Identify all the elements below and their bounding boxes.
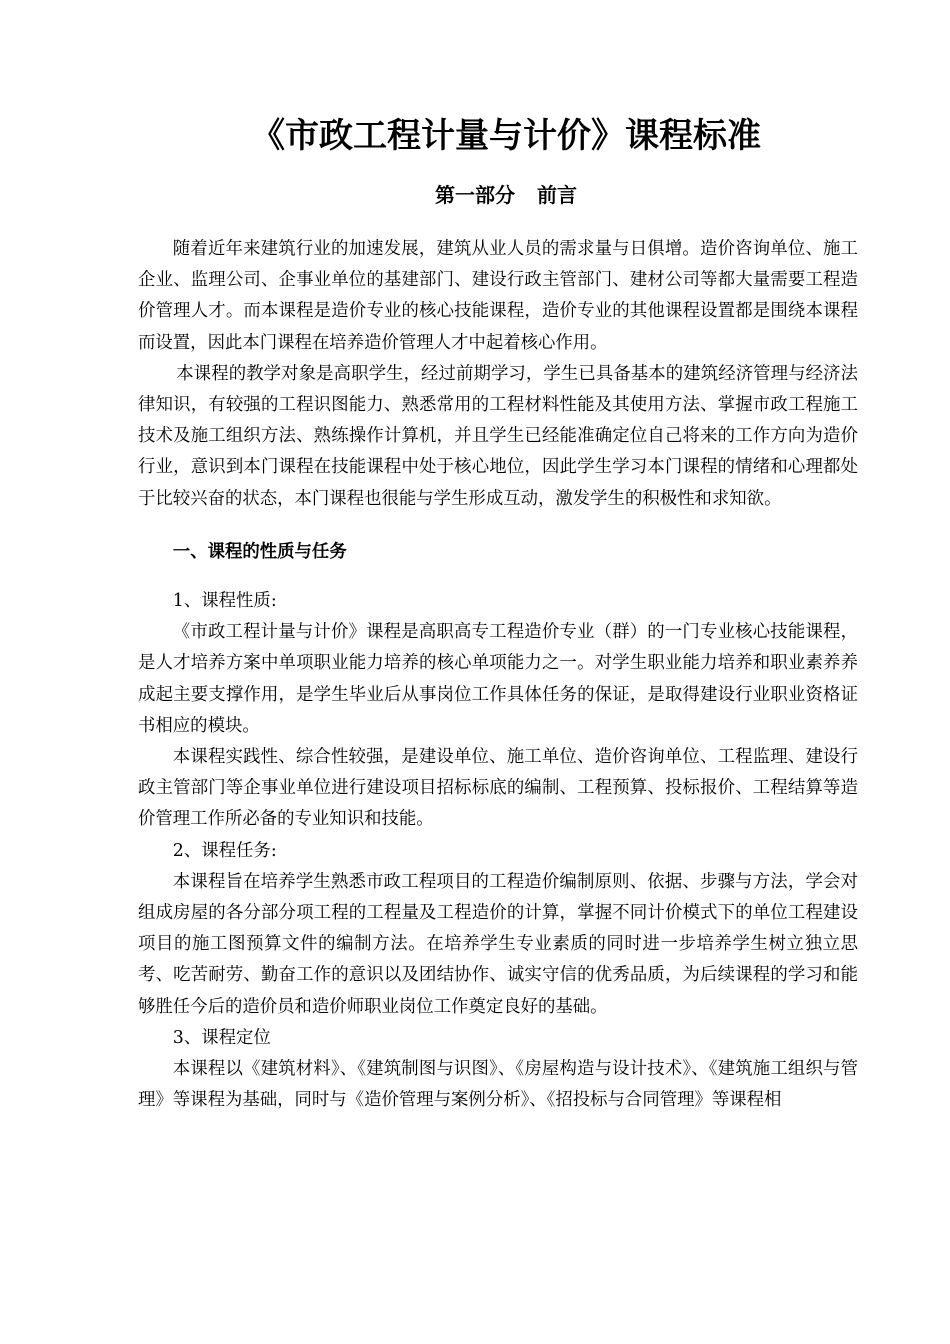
subsection-label-task: 2、课程任务:	[172, 840, 277, 861]
intro-paragraph-2: 本课程的教学对象是高职学生，经过前期学习，学生已具备基本的建筑经济管理与经济法律知识，有较强的工程识图能力、熟悉常用的工程材料性能及其使用方法、掌握市政工程施工技术及施工组织方法、熟练操作计算机，并且学生已经能准确定位自己将来的工作方向为造价行业，意识到本门课程在技能课程中处于核心地位，因此学生学习本门课程的情绪和心理都处于比较兴奋的状态，本门课程也很能与学生形成互动，激发学生的积极性和求知欲。	[138, 363, 858, 509]
part-heading	[0, 180, 950, 210]
section-heading-course-nature-and-task: 一、课程的性质与任务	[172, 541, 347, 562]
part-name: 前言	[537, 183, 577, 207]
nature-paragraph-1: 《市政工程计量与计价》课程是高职高专工程造价专业（群）的一门专业核心技能课程，是人才培养方案中单项职业能力培养的核心单项能力之一。对学生职业能力培养和职业素养养成起主要支撑作用，是学生毕业后从事岗位工作具体任务的保证，是取得建设行业职业资格证书相应的模块。	[138, 622, 858, 736]
position-paragraph-1: 本课程以《建筑材料》、《建筑制图与识图》、《房屋构造与设计技术》、《建筑施工组织与管理》等课程为基础，同时与《造价管理与案例分析》、《招投标与合同管理》等课程相	[138, 1059, 858, 1111]
part-label: 第一部分	[435, 183, 515, 207]
subsection-label-nature: 1、课程性质:	[172, 591, 277, 612]
document-title: 《市政工程计量与计价》课程标准	[251, 116, 761, 156]
intro-paragraph-1: 随着近年来建筑行业的加速发展，建筑从业人员的需求量与日俱增。造价咨询单位、施工企业、监理公司、企事业单位的基建部门、建设行政主管部门、建材公司等都大量需要工程造价管理人才。而本课程是造价专业的核心技能课程，造价专业的其他课程设置都是围绕本课程而设置，因此本门课程在培养造价管理人才中起着核心作用。	[138, 239, 858, 353]
document-body	[138, 234, 858, 1116]
nature-paragraph-2: 本课程实践性、综合性较强，是建设单位、施工单位、造价咨询单位、工程监理、建设行政主管部门等企事业单位进行建设项目招标标底的编制、工程预算、投标报价、工程结算等造价管理工作所必备的专业知识和技能。	[138, 747, 858, 830]
task-paragraph-1: 本课程旨在培养学生熟悉市政工程项目的工程造价编制原则、依据、步骤与方法，学会对组成房屋的各分部分项工程的工程量及工程造价的计算，掌握不同计价模式下的单位工程建设项目的施工图预算文件的编制方法。在培养学生专业素质的同时进一步培养学生树立独立思考、吃苦耐劳、勤奋工作的意识以及团结协作、诚实守信的优秀品质，为后续课程的学习和能够胜任今后的造价员和造价师职业岗位工作奠定良好的基础。	[138, 871, 858, 1017]
subsection-label-position: 3、课程定位	[172, 1027, 271, 1048]
